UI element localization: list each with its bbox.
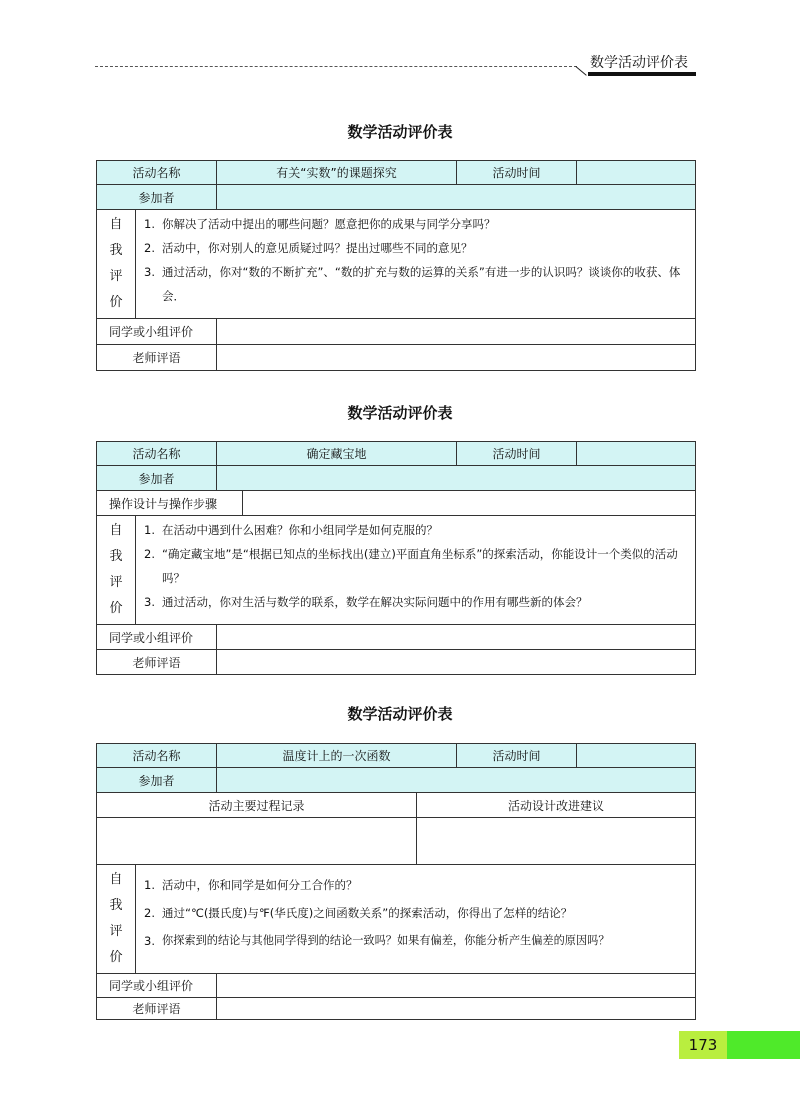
peer-evaluation-value[interactable] bbox=[217, 974, 696, 998]
participants-label: 参加者 bbox=[97, 768, 217, 793]
self-evaluation-questions bbox=[136, 865, 695, 973]
question-item: 3. 通过活动，你对“数的不断扩充”、“数的扩充与数的运算的关系”有进一步的认识吗？谈谈你的收获、体会． bbox=[144, 265, 681, 303]
question-item: 2. 活动中，你对别人的意见质疑过吗？提出过哪些不同的意见？ bbox=[144, 241, 473, 255]
question-item: 3. 通过活动，你对生活与数学的联系，数学在解决实际问题中的作用有哪些新的体会？ bbox=[144, 595, 588, 609]
improvement-suggestion-label: 活动设计改进建议 bbox=[417, 793, 696, 818]
process-record-value[interactable] bbox=[97, 818, 417, 865]
activity-name-label: 活动名称 bbox=[97, 161, 217, 185]
evaluation-table-2 bbox=[96, 441, 696, 675]
activity-time-label: 活动时间 bbox=[457, 442, 577, 466]
question-item: 1. 在活动中遇到什么困难？你和小组同学是如何克服的？ bbox=[144, 523, 438, 537]
activity-name-label: 活动名称 bbox=[97, 442, 217, 466]
self-evaluation-label: 自 我 评 价 bbox=[97, 210, 136, 318]
question-item: 2. “确定藏宝地”是“根据已知点的坐标找出(建立)平面直角坐标系”的探索活动，你能设计一个类似的活动吗？ bbox=[144, 547, 678, 585]
evaluation-table-3 bbox=[96, 743, 696, 1020]
teacher-comment-label: 老师评语 bbox=[97, 345, 217, 371]
self-evaluation-label: 自 我 评 价 bbox=[97, 516, 136, 624]
peer-evaluation-value[interactable] bbox=[217, 625, 696, 650]
participants-label: 参加者 bbox=[97, 185, 217, 210]
activity-name-value: 有关“实数”的课题探究 bbox=[217, 161, 457, 185]
table-1-title: 数学活动评价表 bbox=[347, 123, 453, 141]
question-item: 3. 你探索到的结论与其他同学得到的结论一致吗？如果有偏差，你能分析产生偏差的原因吗？ bbox=[144, 934, 610, 948]
question-item: 1. 你解决了活动中提出的哪些问题？愿意把你的成果与同学分享吗？ bbox=[144, 217, 496, 231]
running-header-title: 数学活动评价表 bbox=[590, 55, 688, 71]
teacher-comment-label: 老师评语 bbox=[97, 650, 217, 675]
peer-evaluation-label: 同学或小组评价 bbox=[97, 974, 217, 998]
activity-name-value: 温度计上的一次函数 bbox=[217, 744, 457, 768]
table-3-title: 数学活动评价表 bbox=[347, 705, 453, 723]
page-number: 173 bbox=[679, 1031, 727, 1059]
participants-value[interactable] bbox=[217, 185, 696, 210]
participants-value[interactable] bbox=[217, 768, 696, 793]
peer-evaluation-label: 同学或小组评价 bbox=[97, 625, 217, 650]
design-steps-value[interactable] bbox=[243, 491, 696, 516]
header-bar bbox=[588, 72, 696, 76]
peer-evaluation-value[interactable] bbox=[217, 319, 696, 345]
activity-time-label: 活动时间 bbox=[457, 161, 577, 185]
activity-name-value: 确定藏宝地 bbox=[217, 442, 457, 466]
teacher-comment-value[interactable] bbox=[217, 345, 696, 371]
activity-time-label: 活动时间 bbox=[457, 744, 577, 768]
participants-value[interactable] bbox=[217, 466, 696, 491]
self-evaluation-questions bbox=[136, 516, 695, 624]
improvement-suggestion-value[interactable] bbox=[417, 818, 696, 865]
self-evaluation-label: 自 我 评 价 bbox=[97, 865, 136, 973]
process-record-label: 活动主要过程记录 bbox=[97, 793, 417, 818]
question-item: 2. 通过“℃(摄氏度)与℉(华氏度)之间函数关系”的探索活动，你得出了怎样的结论？ bbox=[144, 906, 573, 920]
peer-evaluation-label: 同学或小组评价 bbox=[97, 319, 217, 345]
header-dashed-rule bbox=[95, 66, 577, 67]
teacher-comment-value[interactable] bbox=[217, 998, 696, 1020]
activity-name-label: 活动名称 bbox=[97, 744, 217, 768]
teacher-comment-value[interactable] bbox=[217, 650, 696, 675]
participants-label: 参加者 bbox=[97, 466, 217, 491]
header-slant-rule bbox=[575, 66, 586, 76]
activity-time-value[interactable] bbox=[577, 744, 696, 768]
table-2-title: 数学活动评价表 bbox=[347, 404, 453, 422]
evaluation-table-1 bbox=[96, 160, 696, 371]
question-item: 1. 活动中，你和同学是如何分工合作的？ bbox=[144, 878, 358, 892]
design-steps-label: 操作设计与操作步骤 bbox=[97, 491, 243, 516]
activity-time-value[interactable] bbox=[577, 161, 696, 185]
teacher-comment-label: 老师评语 bbox=[97, 998, 217, 1020]
self-evaluation-questions bbox=[136, 210, 695, 318]
activity-time-value[interactable] bbox=[577, 442, 696, 466]
